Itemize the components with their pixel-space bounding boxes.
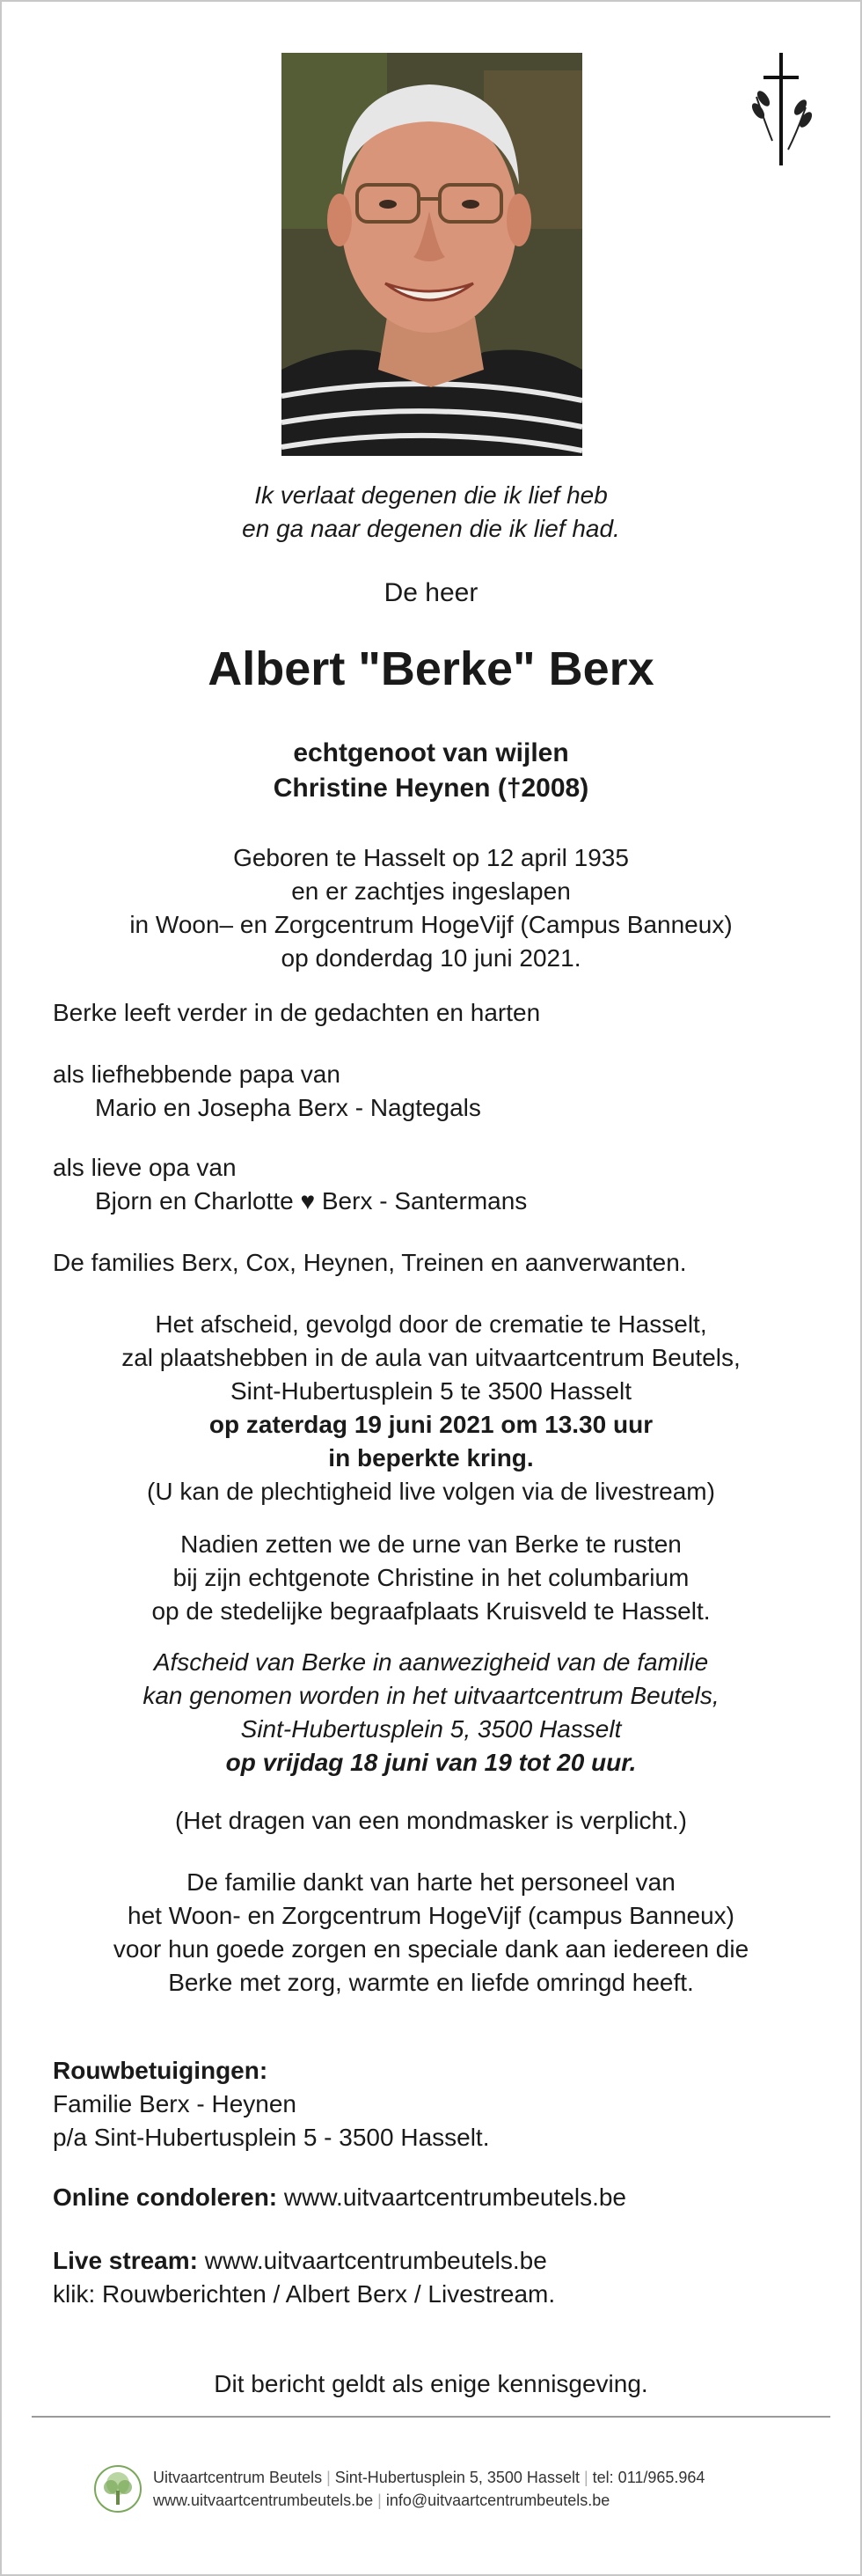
footer-address: Sint-Hubertusplein 5, 3500 Hasselt <box>334 2469 580 2486</box>
farewell-line: zal plaatshebben in de aula van uitvaartcentrum Beutels, <box>121 1344 741 1371</box>
thanks-line: het Woon- en Zorgcentrum HogeVijf (campus Banneux) <box>128 1902 734 1929</box>
urn-line: bij zijn echtgenote Christine in het columbarium <box>172 1564 690 1591</box>
footer-separator: | <box>377 2492 382 2509</box>
viewing-line: kan genomen worden in het uitvaartcentrum Beutels, <box>142 1682 720 1709</box>
condolences-heading: Rouwbetuigingen: <box>53 2057 268 2084</box>
viewing-line: Afscheid van Berke in aanwezigheid van de familie <box>153 1648 709 1676</box>
families-text: De families Berx, Cox, Heynen, Treinen en aanverwanten. <box>53 1249 687 1276</box>
live-label: Live stream: <box>53 2247 198 2274</box>
viewing-info <box>2 1646 860 1780</box>
footer-tel: tel: 011/965.964 <box>592 2469 705 2486</box>
farewell-livestream-note: (U kan de plechtigheid live volgen via de livestream) <box>147 1478 715 1505</box>
online-label: Online condoleren: <box>53 2183 278 2211</box>
notice-text: Dit bericht geldt als enige kennisgeving. <box>214 2370 648 2397</box>
birth-death-line: op donderdag 10 juni 2021. <box>281 944 581 972</box>
live-stream-section <box>53 2244 827 2311</box>
viewing-time: op vrijdag 18 juni van 19 tot 20 uur. <box>225 1749 637 1776</box>
papa-section <box>53 1058 827 1125</box>
footer-company: Uitvaartcentrum Beutels <box>153 2469 323 2486</box>
portrait-photo <box>281 53 582 456</box>
salutation: De heer <box>384 578 478 607</box>
farewell-date: op zaterdag 19 juni 2021 om 13.30 uur <box>208 1411 654 1438</box>
viewing-line: Sint-Hubertusplein 5, 3500 Hasselt <box>240 1715 622 1743</box>
thanks-line: voor hun goede zorgen en speciale dank aan iedereen die <box>113 1935 749 1963</box>
footer-divider <box>32 2416 830 2418</box>
footer-separator: | <box>326 2469 331 2486</box>
mask-notice: (Het dragen van een mondmasker is verplicht.) <box>174 1807 688 1834</box>
papa-names: Mario en Josepha Berx - Nagtegals <box>95 1094 481 1121</box>
footer-separator: | <box>583 2469 588 2486</box>
spouse-line: Christine Heynen (†2008) <box>273 774 589 803</box>
thanks-text <box>2 1866 860 2000</box>
quote-line: en ga naar degenen die ik lief had. <box>242 515 620 542</box>
opa-names: Bjorn en Charlotte ♥ Berx - Santermans <box>95 1187 528 1215</box>
condolences-section <box>53 2054 827 2154</box>
birth-death-line: en er zachtjes ingeslapen <box>291 877 571 905</box>
farewell-info <box>2 1308 860 1508</box>
footer-text <box>153 2466 822 2512</box>
footer-email-link[interactable]: info@uitvaartcentrumbeutels.be <box>385 2492 610 2509</box>
cross-with-wheat-icon <box>746 53 816 165</box>
thanks-line: Berke met zorg, warmte en liefde omringd heeft. <box>168 1969 694 1996</box>
urn-line: Nadien zetten we de urne van Berke te rusten <box>180 1530 682 1558</box>
farewell-restriction: in beperkte kring. <box>328 1444 534 1471</box>
portrait-illustration <box>281 53 582 456</box>
quote-line: Ik verlaat degenen die ik lief heb <box>254 481 608 509</box>
condolences-line: p/a Sint-Hubertusplein 5 - 3500 Hasselt. <box>53 2124 490 2151</box>
live-url-link[interactable]: www.uitvaartcentrumbeutels.be <box>204 2247 547 2274</box>
quote <box>2 479 860 546</box>
birth-death-line: Geboren te Hasselt op 12 april 1935 <box>233 844 629 871</box>
urn-info <box>2 1528 860 1628</box>
farewell-line: Het afscheid, gevolgd door de crematie te Hasselt, <box>155 1310 707 1338</box>
farewell-line: Sint-Hubertusplein 5 te 3500 Hasselt <box>230 1377 632 1405</box>
online-url-link[interactable]: www.uitvaartcentrumbeutels.be <box>283 2183 626 2211</box>
live-path: klik: Rouwberichten / Albert Berx / Livestream. <box>53 2280 556 2308</box>
online-condolences <box>53 2181 827 2214</box>
birth-death-line: in Woon– en Zorgcentrum HogeVijf (Campus Banneux) <box>129 911 733 938</box>
deceased-name: Albert "Berke" Berx <box>208 642 654 695</box>
opa-label: als lieve opa van <box>53 1154 237 1181</box>
thanks-line: De familie dankt van harte het personeel van <box>186 1868 676 1896</box>
urn-line: op de stedelijke begraafplaats Kruisveld te Hasselt. <box>151 1597 711 1625</box>
condolences-line: Familie Berx - Heynen <box>53 2090 296 2117</box>
footer-web-link[interactable]: www.uitvaartcentrumbeutels.be <box>153 2492 374 2509</box>
papa-label: als liefhebbende papa van <box>53 1060 340 1088</box>
spouse-line: echtgenoot van wijlen <box>293 738 569 767</box>
tree-logo-icon <box>93 2464 142 2514</box>
opa-section <box>53 1151 827 1218</box>
lives-on-text: Berke leeft verder in de gedachten en harten <box>53 999 541 1026</box>
spouse-info <box>2 736 860 806</box>
birth-death-info <box>2 841 860 975</box>
